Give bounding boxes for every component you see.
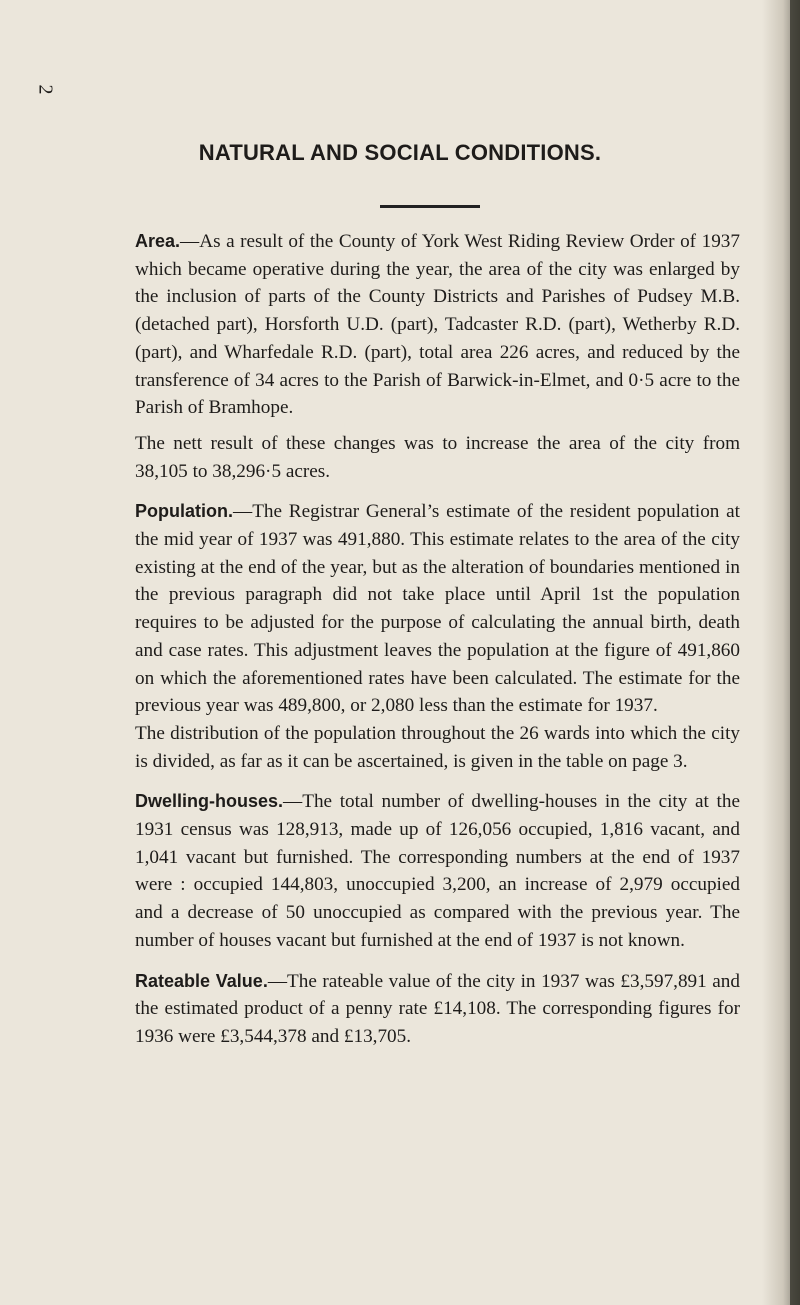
population-text: —The Registrar General’s estimate of the resident population at the mid year of 1937 was 491,880. This estimate relates to the area of the city existing at the end of the year, but as the alteration of boundaries mentioned in the previous paragraph did not take place until April 1st the population requires to be adjusted for the purpose of calculating the annual birth, death and case rates. This adjustment leaves the population at the figure of 491,860 on which the aforementioned rates have been calculated. The estimate for the previous year was 489,800, or 2,080 less than the estimate for 1937. [135,501,740,717]
area-result-paragraph: The nett result of these changes was to increase the area of the city from 38,105 to 38,296·5 acres. [135,432,740,482]
title-divider [380,205,480,208]
dwelling-paragraph [135,788,740,954]
rateable-text: —The rateable value of the city in 1937 was £3,597,891 and the estimated product of a penny rate £14,108. The corresponding figures for 1936 were £3,544,378 and £13,705. [135,970,740,1047]
page-title: NATURAL AND SOCIAL CONDITIONS. [198,140,602,165]
dwelling-heading: Dwelling-houses. [135,791,284,812]
rateable-heading: Rateable Value. [135,970,268,991]
population-paragraph [135,498,740,720]
area-text: —As a result of the County of York West Riding Review Order of 1937 which became operative during the year, the area of the city was enlarged by the inclusion of parts of the County Districts and Parishes of Pudsey M.B. (detached part), Horsforth U.D. (part), Tadcaster R.D. (part), Wetherby R.D. (part), and Wharfedale R.D. (part), total area 226 acres, and reduced by the transference of 34 acres to the Parish of Barwick-in-Elmet, and 0·5 acre to the Parish of Bramhope. [135,231,740,419]
page-number: 2 [34,84,57,95]
page-edge [790,0,800,1305]
area-heading: Area. [135,231,181,251]
population-distribution-paragraph: The distribution of the population throughout the 26 wards into which the city is divided, as far as it can be ascertained, is given in the table on page 3. [135,722,740,772]
body-text [135,228,740,1051]
dwelling-text: —The total number of dwelling-houses in the city at the 1931 census was 128,913, made up of 126,056 occupied, 1,816 vacant, and 1,041 vacant but furnished. The corresponding numbers at the end of 1937 were : occupied 144,803, unoccupied 3,200, an increase of 2,979 occupied and a decrease of 50 unoccupied as compared with the previous year. The number of houses vacant but furnished at the end of 1937 is not known. [135,791,740,951]
rateable-paragraph [135,968,740,1051]
area-paragraph [135,228,740,422]
population-heading: Population. [135,501,233,522]
